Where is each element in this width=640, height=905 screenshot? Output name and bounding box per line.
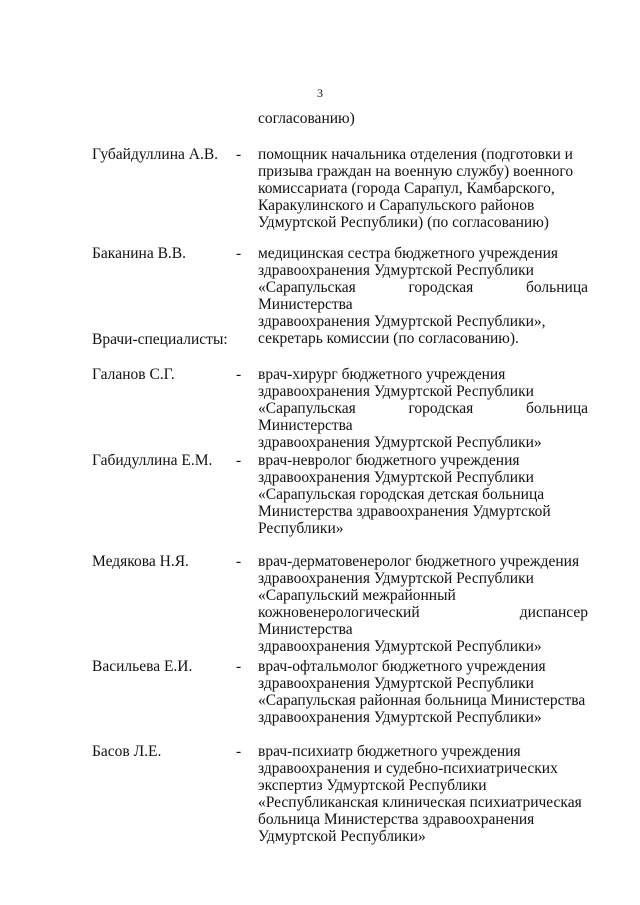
member-description: врач-офтальмолог бюджетного учреждения здравоохранения Удмуртской Республики «Сарапульская районная больница Министерства здравоохранения Удмуртской Республики»: [258, 658, 586, 726]
dash: -: [236, 553, 242, 570]
member-name: Медякова Н.Я.: [92, 553, 189, 570]
member-description: медицинская сестра бюджетного учреждения здравоохранения Удмуртской Республики «Сарапульская городская больница Министерства здравоохранения Удмуртской Республики», секретарь комиссии (по согласованию).: [258, 245, 588, 347]
member-name: Губайдуллина А.В.: [92, 146, 219, 163]
member-name: Васильева Е.И.: [92, 658, 193, 675]
dash: -: [236, 366, 242, 383]
dash: -: [236, 146, 242, 163]
member-description: врач-дерматовенеролог бюджетного учреждения здравоохранения Удмуртской Республики «Сарапульский межрайонный кожновенерологический диспансер Министерства здравоохранения Удмуртской Республики»: [258, 553, 588, 655]
section-heading: Врачи-специалисты:: [92, 331, 228, 348]
member-name: Басов Л.Е.: [92, 743, 162, 760]
member-description: помощник начальника отделения (подготовки и призыва граждан на военную службу) военного комиссариата (города Сарапул, Камбарского, Каракулинского и Сарапульского районов Удмуртской Республики) (по согласованию): [258, 146, 574, 231]
page-number: 3: [317, 86, 323, 100]
dash: -: [236, 452, 242, 469]
member-name: Баканина В.В.: [92, 245, 187, 262]
member-name: Галанов С.Г.: [92, 366, 175, 383]
member-description: врач-хирург бюджетного учреждения здравоохранения Удмуртской Республики «Сарапульская городская больница Министерства здравоохранения Удмуртской Республики»: [258, 366, 588, 451]
dash: -: [236, 743, 242, 760]
continuation-text: согласованию): [258, 110, 355, 127]
member-name: Габидуллина Е.М.: [92, 452, 213, 469]
member-description: врач-невролог бюджетного учреждения здравоохранения Удмуртской Республики «Сарапульская городская детская больница Министерства здравоохранения Удмуртской Республики»: [258, 452, 551, 537]
member-description: врач-психиатр бюджетного учреждения здравоохранения и судебно-психиатрических экспертиз Удмуртской Республики «Республиканская клиническая психиатрическая больница Министерства здравоохранения Удмуртской Республики»: [258, 743, 582, 845]
dash: -: [236, 658, 242, 675]
dash: -: [236, 245, 242, 262]
